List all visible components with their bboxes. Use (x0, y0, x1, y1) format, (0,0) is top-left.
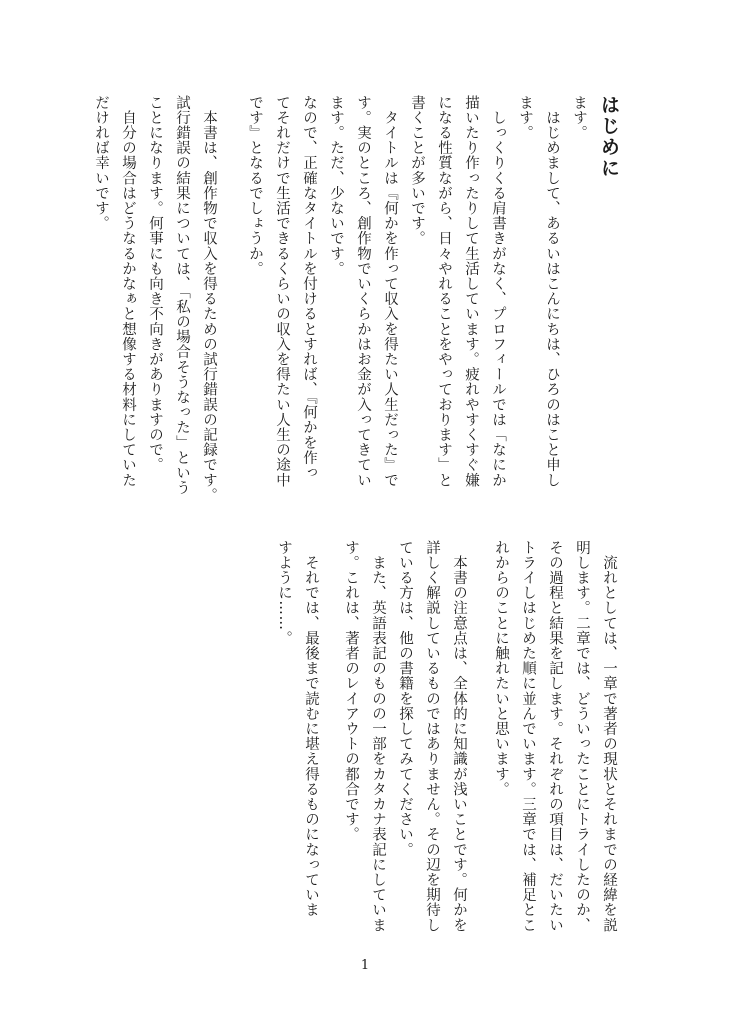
text-column: はじめまして、あるいはこんにちは、ひろのはこと申し (544, 95, 560, 488)
text-column: その過程と結果を記します。それぞれの項目は、だいたい (547, 540, 563, 933)
text-column: すように……。 (276, 540, 292, 646)
text-column: しっくりくる肩書きがなく、プロフィールでは「なにか (490, 95, 506, 488)
text-column: 流れとしては、一章で著者の現状とそれまでの経緯を説 (601, 540, 617, 933)
text-column: だければ幸いです。 (93, 95, 109, 231)
text-column: タイトルは『何かを作って収入を得たい人生だった』で (382, 95, 398, 488)
text-column: 本書は、創作物で収入を得るための試行錯誤の記録です。 (201, 95, 217, 503)
page-number: 1 (360, 958, 370, 973)
text-column: ことになります。何事にも向き不向きがありますので。 (147, 95, 163, 473)
text-column: トライしはじめた順に並んでいます。三章では、補足とこ (520, 540, 536, 933)
text-column: 描いたり作ったりして生活しています。疲れやすくすぐ嫌 (463, 95, 479, 488)
text-column: なので、正確なタイトルを付けるとすれば、『何かを作っ (301, 95, 317, 481)
text-column: です』となるでしょうか。 (247, 95, 263, 277)
text-column: 本書の注意点は、全体的に知識が浅いことです。何かを (451, 540, 467, 933)
text-column: それでは、最後まで読むに堪え得るものになっていま (303, 540, 319, 918)
text-column: 自分の場合はどうなるかなぁと想像する材料にしていた (120, 95, 136, 488)
text-column: てそれだけで生活できるくらいの収入を得たい人生の途中 (274, 95, 290, 488)
text-column: 試行錯誤の結果については、「私の場合そうなった」という (174, 95, 190, 496)
text-column: 詳しく解説しているものではありません。その辺を期待し (424, 540, 440, 933)
text-column: れからのことに触れたいと思います。 (493, 540, 509, 797)
text-column: になる性質ながら、日々やれることをやっております」と (436, 95, 452, 488)
text-column: す。これは、著者のレイアウトの都合です。 (343, 540, 359, 842)
text-column: また、英語表記のものの一部をカタカナ表記にしていま (370, 540, 386, 933)
text-column: す。実のところ、創作物でいくらかはお金が入ってきてい (355, 95, 371, 488)
text-column: ます。 (517, 95, 533, 141)
page-title: はじめに (598, 95, 620, 179)
text-column: 明します。二章では、どういったことにトライしたのか、 (574, 540, 590, 933)
text-column: 書くことが多いです。 (409, 95, 425, 246)
text-column: ている方は、他の書籍を探してみてください。 (397, 540, 413, 858)
text-column: ます。 (571, 95, 587, 141)
text-column: ます。ただ、少ないです。 (328, 95, 344, 277)
